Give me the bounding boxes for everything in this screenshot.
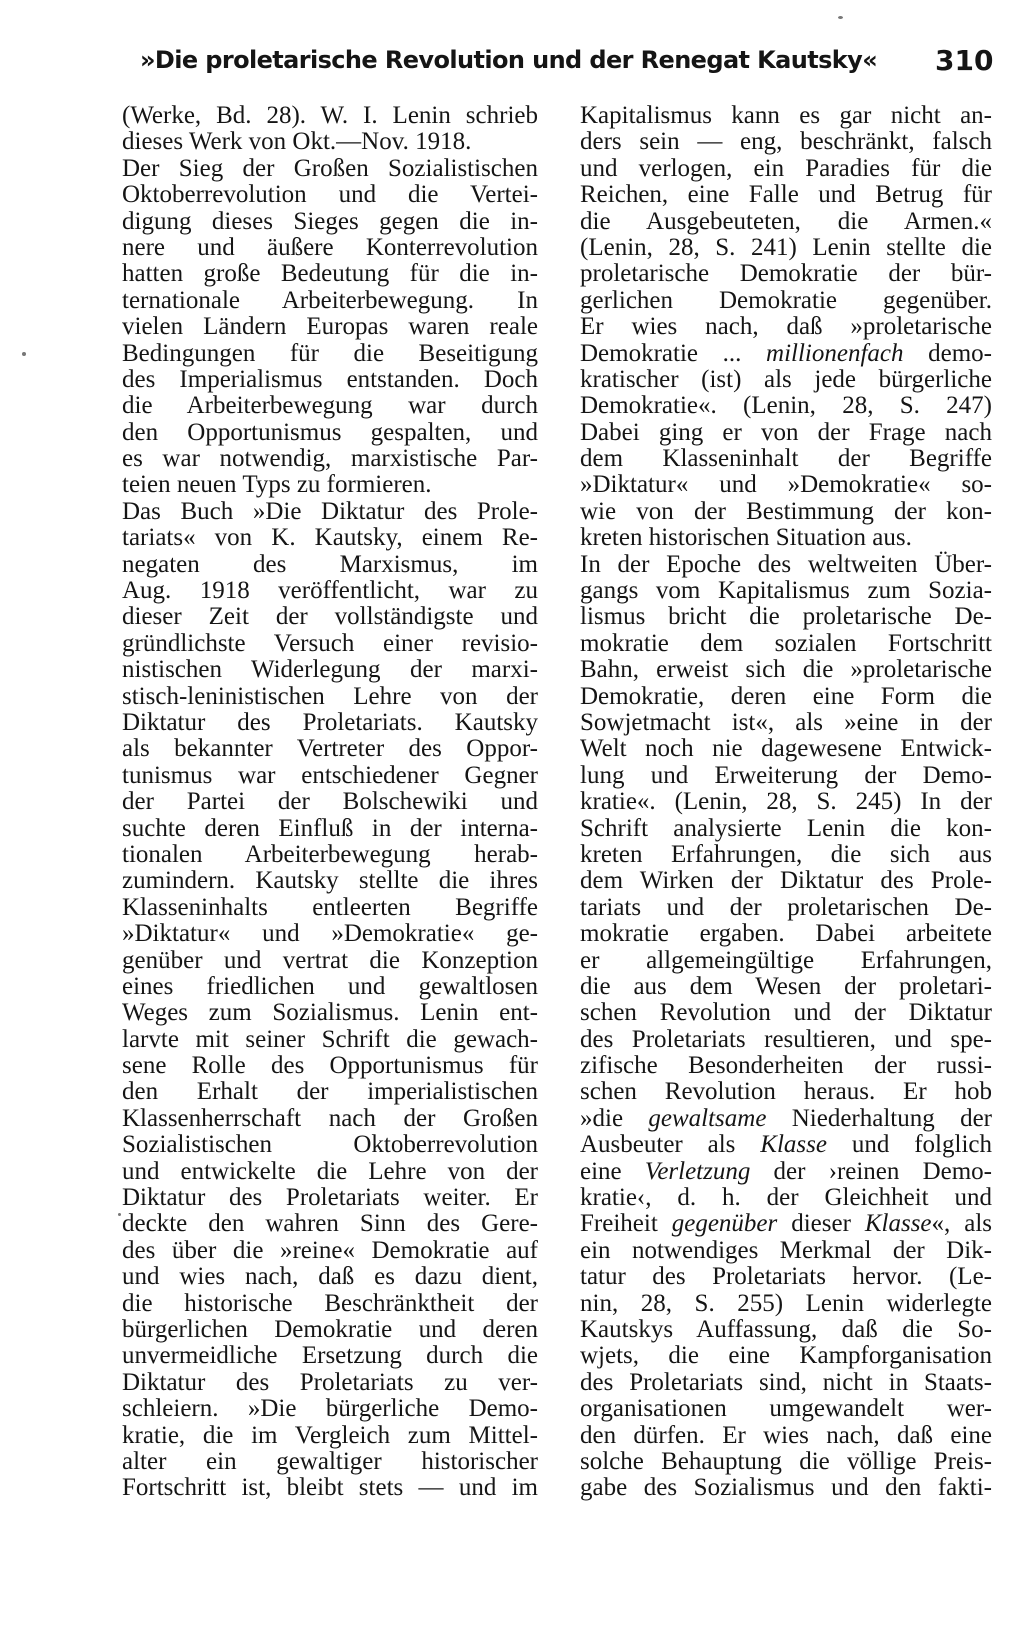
text-line: die historische Beschränktheit der [122,1289,538,1317]
text-line: Kapitalismus kann es gar nicht an- [580,102,992,129]
text-run: dieser [777,1210,865,1238]
text-line: als bekannter Vertreter des Oppor- [122,735,538,763]
text-line: Fortschritt ist, bleibt stets — und im [122,1474,538,1502]
text-line: er allgemeingültige Erfahrungen, [580,946,992,974]
page-number: 310 [935,44,994,77]
text-line: Kautskys Auffassung, daß die So- [580,1315,992,1343]
text-line: Sozialistischen Oktoberrevolution [122,1131,538,1159]
text-run: demo- [903,339,992,367]
text-line: die Arbeiterbewegung war durch [122,392,538,420]
text-line: nistischen Widerlegung der marxi- [122,656,538,684]
text-line: Bedingungen für die Beseitigung [122,339,538,367]
emphasis-text: Klasse [760,1131,827,1159]
text-line: Diktatur des Proletariats zu ver- [122,1368,538,1396]
text-line: und wies nach, daß es dazu dient, [122,1263,538,1291]
text-line [580,1106,992,1132]
text-line: gabe des Sozialismus und den fakti- [580,1474,992,1502]
scan-speck [838,16,843,19]
emphasis-text: gewaltsame [648,1104,767,1132]
text-line: des Proletariats resultieren, und spe- [580,1025,992,1053]
left-column [122,103,538,1502]
text-line: Er wies nach, daß »proletarische [580,313,992,341]
text-line: Welt noch nie dagewesene Entwick- [580,735,992,763]
text-line: ders sein — eng, beschränkt, falsch [580,128,992,156]
text-line: solche Behauptung die völlige Preis- [580,1447,992,1475]
text-line: nin, 28, S. 255) Lenin widerlegte [580,1289,992,1317]
text-line: kreten Erfahrungen, die sich aus [580,840,992,868]
text-line: Aug. 1918 veröffentlicht, war zu [122,577,538,605]
text-line: tariats« von K. Kautsky, einem Re- [122,524,538,552]
text-run: «, als [931,1210,992,1238]
text-line: Der Sieg der Großen Sozialistischen [122,154,538,182]
text-line: und entwickelte die Lehre von der [122,1157,538,1185]
text-line: (Werke, Bd. 28). W. I. Lenin schrieb [122,102,538,129]
text-line: alter ein gewaltiger historischer [122,1447,538,1475]
text-line: und verlogen, ein Paradies für die [580,154,992,182]
text-line: gründlichste Versuch einer revisio- [122,629,538,657]
text-run: Freiheit [580,1210,672,1238]
text-line: »Diktatur« und »Demokratie« ge- [122,920,538,948]
text-line: hatten große Bedeutung für die in- [122,260,538,288]
text-line: Klasseninhalts entleerten Begriffe [122,893,538,921]
text-line: Schrift analysierte Lenin die kon- [580,814,992,842]
text-line [580,1159,992,1185]
text-line: »Diktatur« und »Demokratie« so- [580,471,992,499]
scan-speck [22,352,26,356]
text-line: den dürfen. Er wies nach, daß eine [580,1421,992,1449]
text-line: dem Wirken der Diktatur des Prole- [580,867,992,895]
text-line: zifische Besonderheiten der russi- [580,1052,992,1080]
text-line: schen Revolution heraus. Er hob [580,1078,992,1106]
text-run: der ›reinen Demo- [750,1157,992,1185]
emphasis-text: millionenfach [766,339,904,367]
text-line: Klassenherrschaft nach der Großen [122,1104,538,1132]
text-line: Diktatur des Proletariats weiter. Er [122,1184,538,1212]
text-line: kratie‹, d. h. der Gleichheit und [580,1184,992,1212]
text-line: digung dieses Sieges gegen die in- [122,207,538,235]
text-line: mokratie dem sozialen Fortschritt [580,629,992,657]
text-line: der Partei der Bolschewiki und [122,788,538,816]
right-column [580,103,992,1502]
emphasis-text: Klasse [864,1210,932,1238]
text-line: vielen Ländern Europas waren reale [122,313,538,341]
text-line: In der Epoche des weltweiten Über- [580,550,992,578]
text-line: organisationen umgewandelt wer- [580,1395,992,1423]
text-line: unvermeidliche Ersetzung durch die [122,1342,538,1370]
text-line: eines friedlichen und gewaltlosen [122,972,538,1000]
header-title: »Die proletarische Revolution und der Renegat Kautsky« [140,46,878,74]
text-run: Demokratie ... [580,339,767,367]
text-line: gerlichen Demokratie gegenüber. [580,286,992,314]
text-line: lung und Erweiterung der Demo- [580,761,992,789]
text-line: ternationale Arbeiterbewegung. In [122,286,538,314]
text-line: negaten des Marxismus, im [122,550,538,578]
text-line: sene Rolle des Opportunismus für [122,1052,538,1080]
text-line: kratie«. (Lenin, 28, S. 245) In der [580,788,992,816]
emphasis-text: Verletzung [644,1157,751,1185]
emphasis-text: gegenüber [671,1210,778,1238]
text-line: tunismus war entschiedener Gegner [122,761,538,789]
text-line: Sowjetmacht ist«, als »eine in der [580,708,992,736]
text-line: gangs vom Kapitalismus zum Sozia- [580,577,992,605]
text-line: stisch-leninistischen Lehre von der [122,682,538,710]
text-line [580,341,992,367]
scan-speck [118,1213,121,1216]
text-run: Niederhaltung der [766,1104,992,1132]
text-line: die aus dem Wesen der proletari- [580,972,992,1000]
text-line: nere und äußere Konterrevolution [122,233,538,261]
text-line: genüber und vertrat die Konzeption [122,946,538,974]
text-line: dieser Zeit der vollständigste und [122,603,538,631]
text-line: kreten historischen Situation aus. [580,524,912,552]
text-line: bürgerlichen Demokratie und deren [122,1315,538,1343]
text-line: mokratie ergaben. Dabei arbeitete [580,920,992,948]
text-line: schleiern. »Die bürgerliche Demo- [122,1395,538,1423]
text-line [580,1132,992,1158]
text-line: larvte mit seiner Schrift die gewach- [122,1025,538,1053]
text-line: zumindern. Kautsky stellte die ihres [122,867,538,895]
text-run: »die [580,1104,649,1132]
text-line: kratie, die im Vergleich zum Mittel- [122,1421,538,1449]
text-line: Dabei ging er von der Frage nach [580,418,992,446]
text-line: tariats und der proletarischen De- [580,893,992,921]
text-line: deckte den wahren Sinn des Gere- [122,1210,538,1238]
text-line: wjets, die eine Kampforganisation [580,1342,992,1370]
text-line: dem Klasseninhalt der Begriffe [580,445,992,473]
text-line: Diktatur des Proletariats. Kautsky [122,708,538,736]
text-line: des Imperialismus entstanden. Doch [122,365,538,393]
text-line: dieses Werk von Okt.—Nov. 1918. [122,128,472,156]
text-line: Das Buch »Die Diktatur des Prole- [122,497,538,525]
text-run: und folglich [826,1131,992,1159]
text-line: Demokratie, deren eine Form die [580,682,992,710]
text-line: des über die »reine« Demokratie auf [122,1236,538,1264]
text-line: Reichen, eine Falle und Betrug für [580,181,992,209]
text-line: den Erhalt der imperialistischen [122,1078,538,1106]
text-line: es war notwendig, marxistische Par- [122,445,538,473]
text-run: eine [580,1157,645,1185]
text-line: suchte deren Einfluß in der interna- [122,814,538,842]
text-line: proletarische Demokratie der bür- [580,260,992,288]
text-line: den Opportunismus gespalten, und [122,418,538,446]
text-line: Bahn, erweist sich die »proletarische [580,656,992,684]
text-line: kratischer (ist) als jede bürgerliche [580,365,992,393]
text-line [580,1211,992,1237]
text-line: schen Revolution und der Diktatur [580,999,992,1027]
text-line: die Ausgebeuteten, die Armen.« [580,207,992,235]
text-line: lismus bricht die proletarische De- [580,603,992,631]
text-run: Ausbeuter als [580,1131,761,1159]
text-line: Demokratie«. (Lenin, 28, S. 247) [580,392,992,420]
text-line: (Lenin, 28, S. 241) Lenin stellte die [580,233,992,261]
text-line: wie von der Bestimmung der kon- [580,497,992,525]
text-line: teien neuen Typs zu formieren. [122,471,432,499]
running-header [140,46,1000,86]
text-line: Oktoberrevolution und die Vertei- [122,181,538,209]
text-line: tionalen Arbeiterbewegung herab- [122,840,538,868]
text-line: des Proletariats sind, nicht in Staats- [580,1368,992,1396]
text-line: Weges zum Sozialismus. Lenin ent- [122,999,538,1027]
text-line: tatur des Proletariats hervor. (Le- [580,1263,992,1291]
text-line: ein notwendiges Merkmal der Dik- [580,1236,992,1264]
